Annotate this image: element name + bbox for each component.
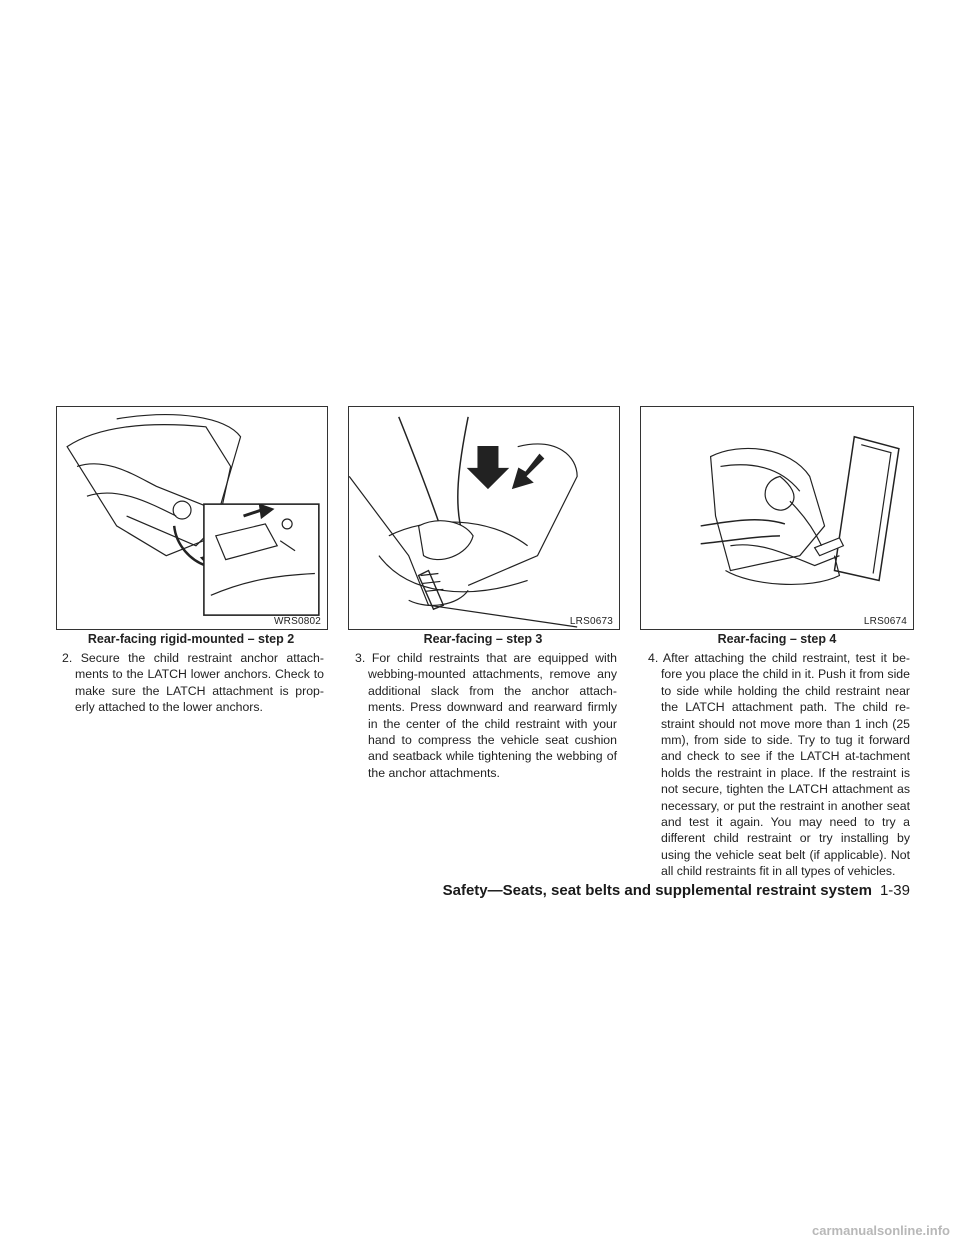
page-number: 1-39 [879, 882, 910, 899]
illustration-press-seat-step-3 [349, 407, 619, 629]
figure-caption: Rear-facing – step 3 [423, 632, 543, 646]
illustration-latch-anchor-step-2 [57, 407, 327, 629]
figure-rigid-mounted-step-2 [56, 406, 328, 630]
figure-step-3 [348, 406, 620, 630]
figure-code: WRS0802 [274, 616, 321, 627]
step-4-text [648, 650, 910, 880]
paragraph: 4. After attaching the child restraint, test it be-fore you place the child in it. Push it from side to side while holding the child restraint near the LATCH attachment path. The child re-straint should not move more than 1 inch (25 mm), from side to side. Try to tug it forward and check to see if the LATCH at-tachment holds the restraint in place. If the restraint is not secure, tighten the LATCH attachment as necessary, or put the restraint in another seat and test it again. You may need to try a different child restraint or try installing by using the vehicle seat belt (if applicable). Not all child restraints fit in all types of vehicles. [648, 651, 910, 879]
step-3-text [355, 650, 617, 781]
figure-caption: Rear-facing – step 4 [717, 632, 837, 646]
figure-caption: Rear-facing rigid-mounted – step 2 [87, 632, 295, 646]
section-title: Safety—Seats, seat belts and supplemental restraint system [442, 882, 872, 899]
figure-code: LRS0674 [863, 616, 907, 627]
step-2-text [62, 650, 324, 716]
page-footer [443, 882, 910, 899]
figure-step-4 [640, 406, 914, 630]
figure-code: LRS0673 [569, 616, 613, 627]
watermark: carmanualsonline.info [812, 1223, 950, 1238]
paragraph: 3. For child restraints that are equipped with webbing-mounted attachments, remove any additional slack from the anchor attach-ments. Press downward and rearward firmly in the center of the child restraint with your hand to compress the vehicle seat cushion and seatback while tightening the webbing of the anchor attachments. [355, 651, 617, 780]
illustration-test-restraint-step-4 [641, 407, 913, 629]
paragraph: 2. Secure the child restraint anchor attach-ments to the LATCH lower anchors. Check to make sure the LATCH attachment is prop-erly attached to the lower anchors. [62, 651, 324, 715]
